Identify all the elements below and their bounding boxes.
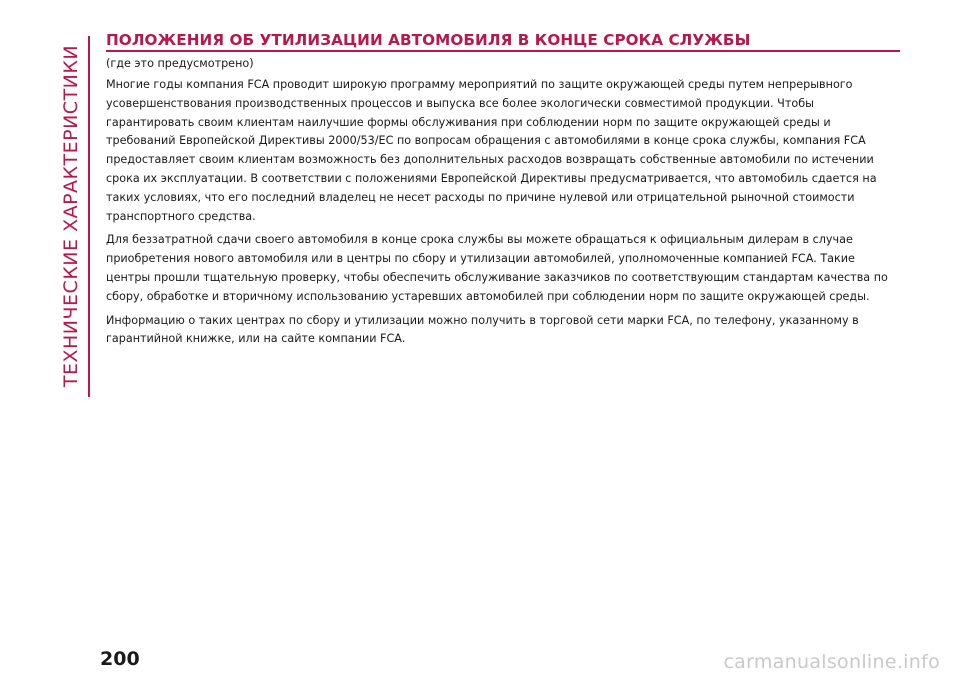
paragraph-1: Многие годы компания FCA проводит широкую программу мероприятий по защите окружающей среды путем непрерывного усовершенствования производственных процессов и выпуска все более экологически совместимой продукции. Чтобы гарантировать своим клиентам наилучшие формы обслуживания при соблюдении норм по защите окружающей среды и требований Европейской Директивы 2000/53/ЕС по вопросам обращения с автомобилями в конце срока службы, компания FCA предоставляет своим клиентам возможность без дополнительных расходов возвращать собственные автомобили по истечении срока их эксплуатации. В соответствии с положениями Европейской Директивы предусматривается, что автомобиль сдается на таких условиях, что его последний владелец не несет расходы по причине нулевой или отрицательной рыночной стоимости транспортного средства.: [106, 78, 877, 223]
page-content: [106, 30, 900, 354]
section-heading: ПОЛОЖЕНИЯ ОБ УТИЛИЗАЦИИ АВТОМОБИЛЯ В КОНЦЕ СРОКА СЛУЖБЫ: [106, 31, 751, 49]
site-watermark: carmanualsonline.info: [723, 651, 940, 673]
paragraph-2: Для беззатратной сдачи своего автомобиля в конце срока службы вы можете обращаться к официальным дилерам в случае приобретения нового автомобиля или в центры по сбору и утилизации автомобилей, уполномоченные компанией FCA. Такие центры прошли тщательную проверку, чтобы обеспечить обслуживание заказчиков по соответствующим стандартам качества по сбору, обработке и вторичному использованию устаревших автомобилей при соблюдении норм по защите окружающей среды.: [106, 233, 888, 303]
section-subtitle: (где это предусмотрено): [106, 57, 254, 70]
section-side-title: [56, 36, 86, 396]
section-side-title-text: ТЕХНИЧЕСКИЕ ХАРАКТЕРИСТИКИ: [60, 44, 83, 388]
page-number: 200: [100, 648, 140, 670]
heading-underline: [106, 50, 900, 52]
side-divider: [88, 36, 90, 397]
paragraph-3: Информацию о таких центрах по сбору и утилизации можно получить в торговой сети марки FCA, по телефону, указанному в гарантийной книжке, или на сайте компании FCA.: [106, 313, 859, 346]
